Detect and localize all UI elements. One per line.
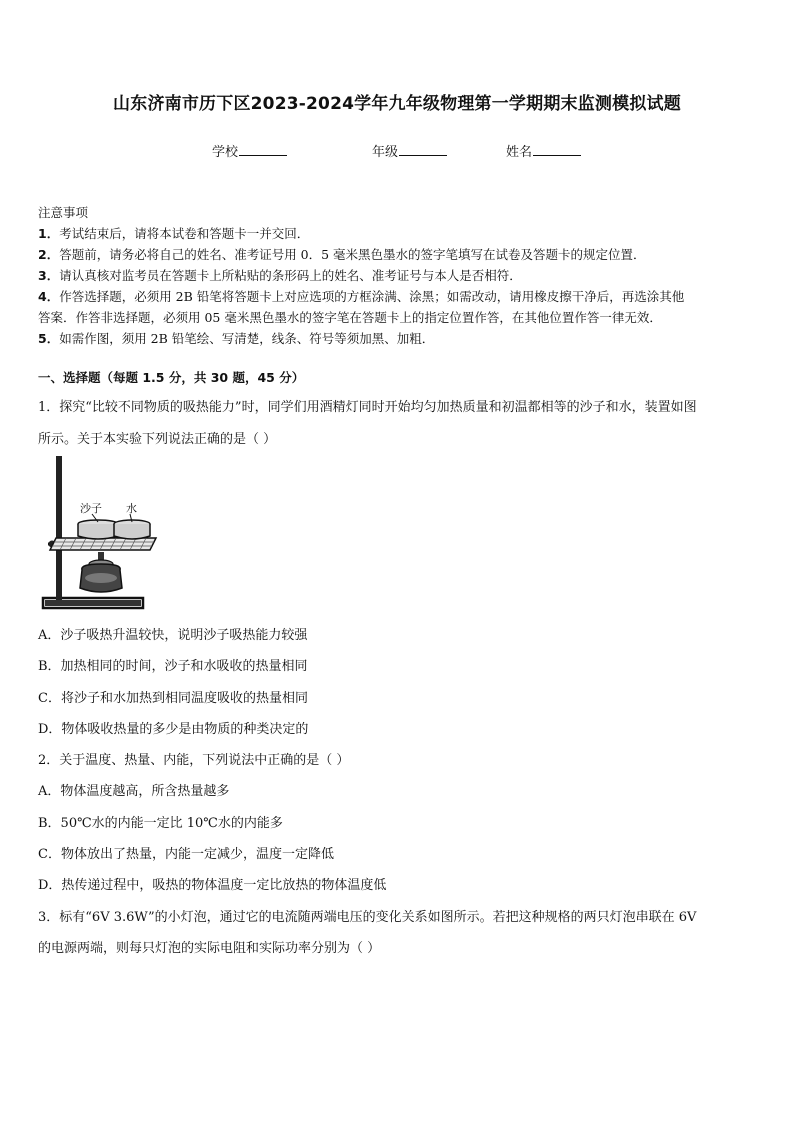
note-item: 1．考试结束后，请将本试卷和答题卡一并交回． [38, 226, 310, 241]
student-info-row [0, 141, 794, 161]
name-field [506, 141, 581, 160]
section-heading-choice: 一、选择题（每题 1.5 分，共 30 题，45 分） [38, 370, 305, 385]
question-1-option-d[interactable]: D．物体吸收热量的多少是由物质的种类决定的 [38, 722, 309, 737]
school-label: 学校 [212, 145, 239, 160]
grade-blank[interactable] [399, 143, 447, 156]
note-item: 2．答题前，请务必将自己的姓名、准考证号用 0．5 毫米黑色墨水的签字笔填写在试卷及答题卡的规定位置． [38, 247, 646, 262]
apparatus-drawing [40, 452, 162, 614]
question-2-option-b[interactable]: B．50℃水的内能一定比 10℃水的内能多 [38, 816, 283, 831]
figure-label-sand: 沙子 [80, 502, 102, 515]
note-item: 答案．作答非选择题，必须用 05 毫米黑色墨水的签字笔在答题卡上的指定位置作答，在其他位置作答一律无效． [38, 310, 662, 325]
experiment-apparatus-figure [40, 452, 162, 614]
question-1-option-c[interactable]: C．将沙子和水加热到相同温度吸收的热量相同 [38, 691, 308, 706]
figure-label-water: 水 [126, 502, 137, 515]
grade-label: 年级 [372, 145, 399, 160]
question-1-line-2: 所示。关于本实验下列说法正确的是（ ） [38, 432, 277, 447]
school-blank[interactable] [239, 143, 287, 156]
school-field [212, 141, 287, 160]
grade-field [372, 141, 447, 160]
note-item: 3．请认真核对监考员在答题卡上所粘贴的条形码上的姓名、准考证号与本人是否相符． [38, 268, 522, 283]
note-item: 4．作答选择题，必须用 2B 铅笔将答题卡上对应选项的方框涂满、涂黑；如需改动，请用橡皮擦干净后，再选涂其他 [38, 289, 685, 304]
question-2-option-c[interactable]: C．物体放出了热量，内能一定减少，温度一定降低 [38, 847, 334, 862]
question-1-line-1: 1．探究“比较不同物质的吸热能力”时，同学们用酒精灯同时开始均匀加热质量和初温都相等的沙子和水，装置如图 [38, 400, 697, 415]
question-2-option-a[interactable]: A．物体温度越高，所含热量越多 [38, 784, 230, 799]
notes-heading: 注意事项 [38, 205, 89, 220]
question-3-line-1: 3．标有“6V 3.6W”的小灯泡，通过它的电流随两端电压的变化关系如图所示。若把这种规格的两只灯泡串联在 6V [38, 910, 697, 925]
question-3-line-2: 的电源两端，则每只灯泡的实际电阻和实际功率分别为（ ） [38, 941, 381, 956]
note-item: 5．如需作图，须用 2B 铅笔绘、写清楚，线条、符号等须加黑、加粗． [38, 331, 435, 346]
name-blank[interactable] [533, 143, 581, 156]
page-title: 山东济南市历下区2023-2024学年九年级物理第一学期期末监测模拟试题 [113, 94, 681, 114]
question-1-option-b[interactable]: B．加热相同的时间，沙子和水吸收的热量相同 [38, 659, 308, 674]
question-1-option-a[interactable]: A．沙子吸热升温较快，说明沙子吸热能力较强 [38, 628, 308, 643]
name-label: 姓名 [506, 145, 533, 160]
notes-section [38, 202, 758, 349]
question-2-line-1: 2．关于温度、热量、内能，下列说法中正确的是（ ） [38, 753, 350, 768]
question-2-option-d[interactable]: D．热传递过程中，吸热的物体温度一定比放热的物体温度低 [38, 878, 387, 893]
